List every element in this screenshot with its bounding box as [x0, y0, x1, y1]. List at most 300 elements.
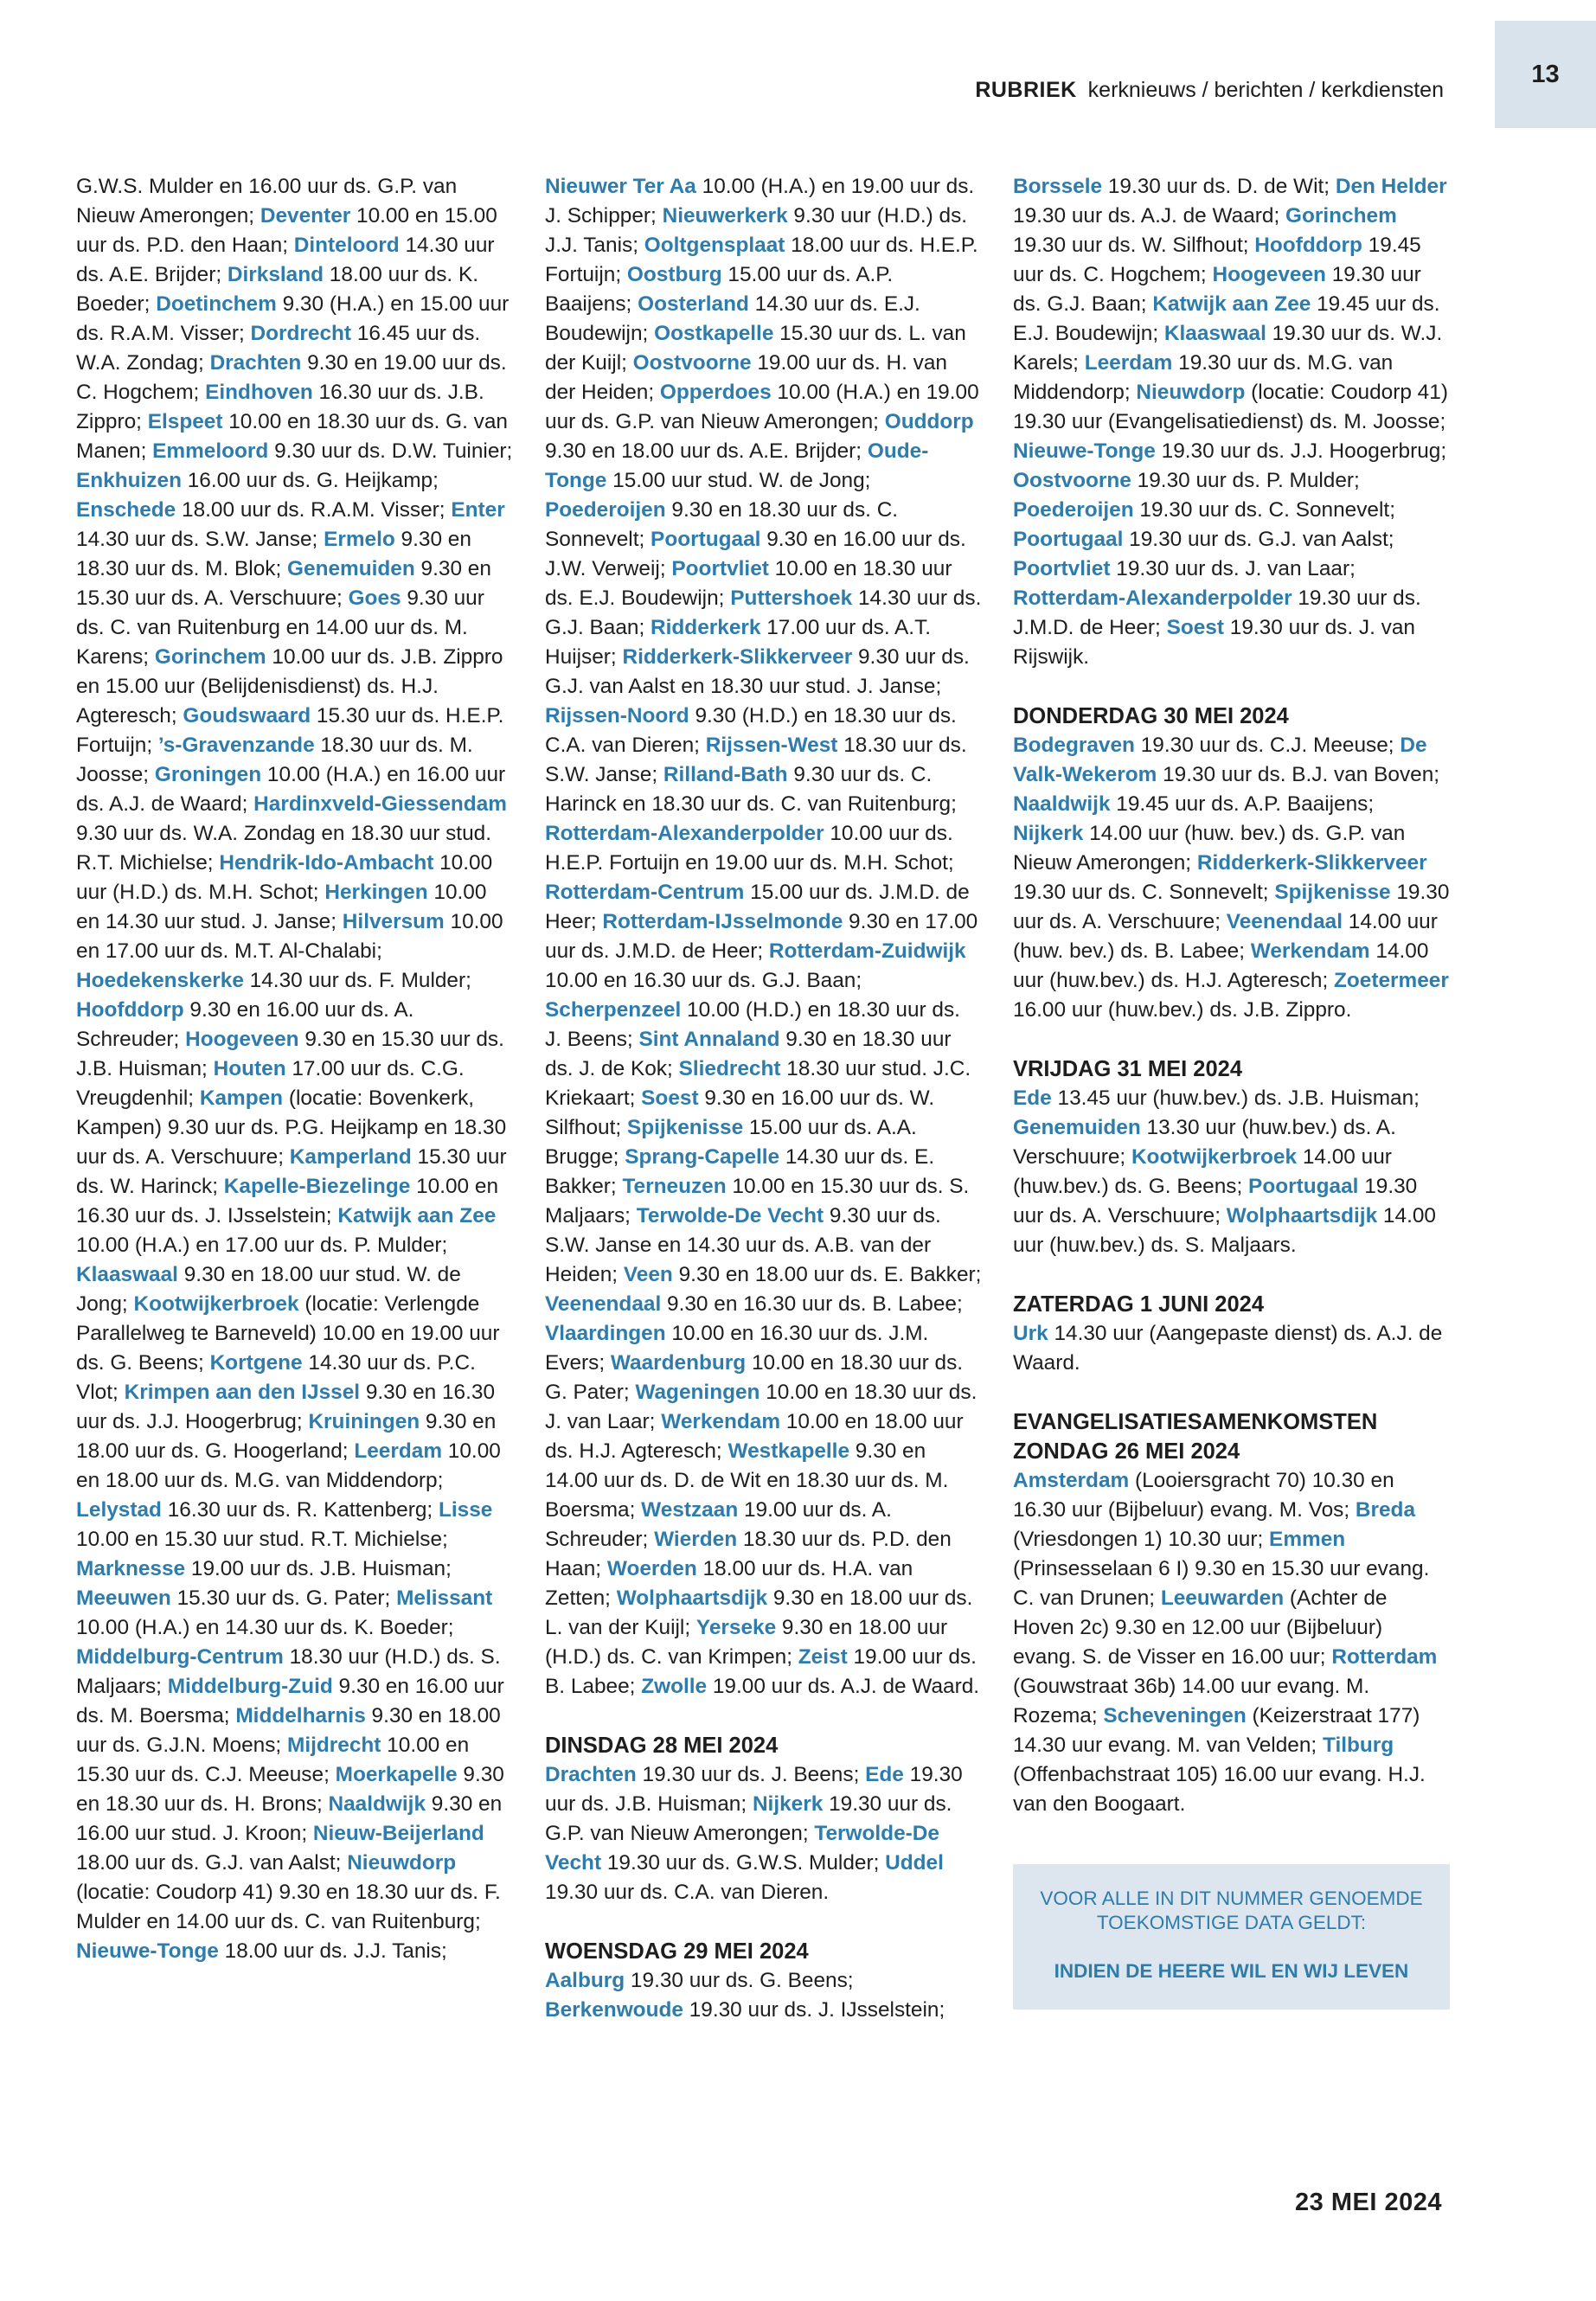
service-details: 10.00 en 15.30 uur ds. S. Maljaars;	[545, 1175, 970, 1227]
service-details: 9.30 en 19.00 uur ds. C. Hogchem;	[76, 351, 507, 404]
service-details: 19.30 uur ds. M.G. van Middendorp;	[1013, 351, 1394, 404]
place-name: Leerdam	[1084, 351, 1173, 375]
service-details: 9.30 uur ds. D.W. Tuinier;	[268, 439, 513, 463]
service-details: 9.30 en 18.00 uur ds. A.E. Brijder;	[545, 439, 868, 463]
place-name: Ede	[865, 1763, 904, 1786]
service-details: 14.30 uur ds. S.W. Janse;	[76, 528, 324, 551]
place-name: Drachten	[209, 351, 302, 375]
place-name: Scheveningen	[1103, 1704, 1247, 1727]
place-name: Groningen	[154, 763, 262, 786]
service-details: 9.30 en 18.30 uur ds. M. Blok;	[76, 528, 471, 580]
place-name: Poortvliet	[1013, 557, 1111, 580]
service-details: 19.45 uur ds. E.J. Boudewijn;	[1013, 292, 1440, 345]
place-name: Marknesse	[76, 1557, 186, 1580]
service-details: 19.30 uur ds. J.B. Huisman;	[545, 1763, 963, 1816]
service-details: 19.30 uur ds. J.J. Hoogerbrug;	[1155, 439, 1447, 463]
place-name: Sprang-Capelle	[625, 1145, 780, 1169]
place-name: Woerden	[606, 1557, 697, 1580]
service-details: 19.45 uur ds. A.P. Baaijens;	[1110, 792, 1375, 816]
place-name: Nieuwer Ter Aa	[545, 175, 696, 198]
place-name: Eindhoven	[205, 381, 313, 404]
place-name: Wolphaartsdijk	[1226, 1204, 1378, 1227]
column-1	[76, 172, 513, 1966]
place-name: Terneuzen	[622, 1175, 727, 1198]
place-name: Kootwijkerbroek	[1131, 1145, 1298, 1169]
notice-line-2: INDIEN DE HEERE WIL EN WIJ LEVEN	[1054, 1960, 1409, 1982]
service-details: 10.00 en 18.30 uur ds. G. Pater;	[545, 1351, 964, 1404]
service-details: 19.00 uur ds. J.B. Huisman;	[185, 1557, 452, 1580]
place-name: Ridderkerk-Slikkerveer	[1196, 851, 1427, 875]
service-details: 19.30 uur ds. W. Silfhout;	[1013, 234, 1255, 257]
service-details: 10.00 (H.A.) en 14.30 uur ds. K. Boeder;	[76, 1616, 454, 1639]
place-name: Nieuwdorp	[347, 1851, 457, 1875]
service-details: 14.30 uur ds. P.C. Vlot;	[76, 1351, 476, 1404]
place-name: Oostkapelle	[654, 322, 774, 345]
service-details: 13.30 uur (huw.bev.) ds. A. Verschuure;	[1013, 1116, 1396, 1169]
service-details: 19.30 uur ds. C. Sonnevelt;	[1013, 881, 1275, 904]
service-details: 16.30 uur ds. J.B. Zippro;	[76, 381, 484, 433]
service-details: 9.30 uur ds. G.J. van Aalst en 18.30 uur stud. J. Janse;	[545, 645, 970, 698]
place-name: Oostburg	[626, 263, 722, 286]
place-name: Nieuwe-Tonge	[1013, 439, 1156, 463]
kerkdiensten-vrijdag	[1013, 1084, 1450, 1260]
service-details: 14.00 uur (huw.bev.) ds. S. Maljaars.	[1013, 1204, 1436, 1257]
place-name: Kortgene	[209, 1351, 303, 1375]
place-name: Enkhuizen	[76, 469, 182, 492]
service-details: 10.00 en 15.30 uur ds. C.J. Meeuse;	[76, 1734, 470, 1786]
place-name: Breda	[1355, 1498, 1416, 1522]
service-details: 10.00 (H.A.) en 17.00 uur ds. P. Mulder;	[76, 1234, 448, 1257]
place-name: Rotterdam-Alexanderpolder	[1013, 586, 1292, 610]
service-details: 9.30 en 18.30 uur ds. C. Sonnevelt;	[545, 498, 899, 551]
service-details: 16.45 uur ds. W.A. Zondag;	[76, 322, 481, 375]
place-name: Gorinchem	[154, 645, 266, 669]
place-name: Nieuw-Beijerland	[312, 1822, 484, 1845]
service-details: 18.00 uur ds. K. Boeder;	[76, 263, 479, 316]
place-name: Nieuwerkerk	[662, 204, 788, 228]
section-header	[975, 78, 1444, 103]
service-details: 9.30 en 16.00 uur ds. A. Schreuder;	[76, 998, 414, 1051]
service-details: 18.30 uur stud. J.C. Kriekaart;	[545, 1057, 971, 1110]
place-name: Vlaardingen	[545, 1322, 666, 1345]
service-details: 19.00 uur ds. B. Labee;	[545, 1645, 977, 1698]
column-2	[545, 172, 982, 2025]
service-details: (Keizerstraat 177) 14.30 uur evang. M. van Velden;	[1013, 1704, 1420, 1757]
service-details: 9.30 (H.D.) en 18.30 uur ds. C.A. van Dieren;	[545, 704, 957, 757]
place-name: Nieuwe-Tonge	[76, 1939, 219, 1963]
place-name: Poortugaal	[1248, 1175, 1359, 1198]
place-name: Veenendaal	[545, 1292, 662, 1316]
service-details: 19.30 uur ds. J. van Rijswijk.	[1013, 616, 1415, 669]
service-details: 19.30 uur ds. G.J. van Aalst;	[1123, 528, 1394, 551]
place-name: Wolphaartsdijk	[616, 1586, 768, 1610]
service-details: 19.00 uur ds. H. van der Heiden;	[545, 351, 947, 404]
place-name: Klaaswaal	[76, 1263, 178, 1286]
kerkdiensten-zaterdag	[1013, 1319, 1450, 1378]
service-details: (Vriesdongen 1) 10.30 uur;	[1013, 1528, 1270, 1551]
place-name: Borssele	[1013, 175, 1103, 198]
service-details: 15.00 uur stud. W. de Jong;	[606, 469, 871, 492]
service-details: 10.00 en 18.00 uur ds. H.J. Agteresch;	[545, 1410, 964, 1463]
service-details: 19.30 uur ds. C.A. van Dieren.	[545, 1881, 830, 1904]
service-details: 10.00 en 16.30 uur ds. G.J. Baan;	[545, 969, 862, 992]
service-details: 14.30 uur ds. A.E. Brijder;	[76, 234, 495, 286]
issue-date: 23 MEI 2024	[1295, 2189, 1442, 2216]
place-name: Hilversum	[342, 910, 445, 933]
service-details: (Prinsesselaan 6 I) 9.30 en 15.30 uur evang. C. van Drunen;	[1013, 1557, 1430, 1610]
place-name: Kampen	[199, 1086, 284, 1110]
place-name: Genemuiden	[287, 557, 415, 580]
place-name: Rotterdam-Centrum	[545, 881, 745, 904]
place-name: Lelystad	[76, 1498, 162, 1522]
notice-box	[1013, 1864, 1450, 2009]
service-details: 9.30 en 18.00 uur ds. G. Hoogerland;	[76, 1410, 497, 1463]
service-details: 9.30 en 14.00 uur ds. D. de Wit en 18.30 uur ds. M. Boersma;	[545, 1439, 949, 1522]
place-name: Den Helder	[1335, 175, 1447, 198]
service-details: 9.30 en 18.00 uur ds. E. Bakker;	[672, 1263, 982, 1286]
page-number-tab	[1495, 21, 1596, 128]
service-details: 19.30 uur ds. P. Mulder;	[1131, 469, 1360, 492]
place-name: Hoofddorp	[76, 998, 184, 1022]
service-details: 15.30 uur ds. G. Pater;	[170, 1586, 397, 1610]
service-details: 9.30 en 16.00 uur ds. J.W. Verweij;	[545, 528, 966, 580]
service-details: 10.00 (H.A.) en 16.00 uur ds. A.J. de Waard;	[76, 763, 506, 816]
service-details: 9.30 en 18.00 uur stud. W. de Jong;	[76, 1263, 461, 1316]
place-name: Yerseke	[695, 1616, 777, 1639]
service-details: 14.00 uur (huw.bev.) ds. H.J. Agteresch;	[1013, 939, 1429, 992]
place-name: Middelburg-Centrum	[76, 1645, 284, 1669]
place-name: Gorinchem	[1285, 204, 1397, 228]
service-details: 14.30 uur ds. E.J. Boudewijn;	[545, 292, 920, 345]
place-name: Ermelo	[324, 528, 395, 551]
place-name: Berkenwoude	[545, 1998, 683, 2022]
kerkdiensten-donderdag	[1013, 731, 1450, 1025]
section-title-zaterdag: ZATERDAG 1 JUNI 2024	[1013, 1292, 1265, 1317]
service-details: (Achter de Hoven 2c) 9.30 en 12.00 uur (Bijbeluur) evang. S. de Visser en 16.00 uur;	[1013, 1586, 1388, 1669]
service-details: 10.00 en 17.00 uur ds. M.T. Al-Chalabi;	[76, 910, 503, 963]
service-details: 19.30 uur ds. D. de Wit;	[1102, 175, 1336, 198]
service-details: 19.00 uur ds. A. Schreuder;	[545, 1498, 892, 1551]
place-name: Rotterdam-Zuidwijk	[768, 939, 966, 963]
place-name: Ouddorp	[884, 410, 974, 433]
place-name: Bodegraven	[1013, 734, 1135, 757]
service-details: 15.00 uur ds. A.A. Brugge;	[545, 1116, 917, 1169]
service-details: (locatie: Coudorp 41) 9.30 en 18.30 uur ds. F. Mulder en 14.00 uur ds. C. van Ruitenburg;	[76, 1881, 501, 1933]
place-name: Poortugaal	[1013, 528, 1124, 551]
evangelisatiesamenkomsten	[1013, 1466, 1450, 1819]
service-details: 9.30 en 18.30 uur ds. H. Brons;	[76, 1763, 504, 1816]
place-name: Zwolle	[641, 1675, 708, 1698]
place-name: Dinteloord	[293, 234, 400, 257]
place-name: Uddel	[885, 1851, 944, 1875]
place-name: Wageningen	[635, 1381, 760, 1404]
service-details: 18.00 uur ds. R.A.M. Visser;	[176, 498, 452, 522]
service-details: 19.30 uur ds. C.J. Meeuse;	[1134, 734, 1401, 757]
place-name: Poederoijen	[545, 498, 666, 522]
kerkdiensten-woensdag-part-2	[1013, 172, 1450, 672]
kerkdiensten-zondag-part-1	[76, 172, 513, 1966]
service-details: 9.30 en 18.00 uur (H.D.) ds. C. van Krimpen;	[545, 1616, 948, 1669]
place-name: Zoetermeer	[1334, 969, 1449, 992]
place-name: Goudswaard	[183, 704, 311, 727]
service-details: (locatie: Verlengde Parallelweg te Barneveld) 10.00 en 19.00 uur ds. G. Beens;	[76, 1292, 500, 1375]
section-title-evangelisatie: EVANGELISATIESAMENKOMSTEN ZONDAG 26 MEI 2024	[1013, 1410, 1378, 1464]
place-name: De Valk-Wekerom	[1013, 734, 1427, 786]
service-details: 18.30 uur ds. P.D. den Haan;	[545, 1528, 952, 1580]
place-name: Spijkenisse	[626, 1116, 744, 1139]
place-name: Meeuwen	[76, 1586, 171, 1610]
place-name: Nijkerk	[752, 1792, 824, 1816]
place-name: Zeist	[798, 1645, 848, 1669]
place-name: Kapelle-Biezelinge	[223, 1175, 411, 1198]
service-details: 10.00 (H.D.) en 18.30 uur ds. J. Beens;	[545, 998, 960, 1051]
service-details: 10.00 en 14.30 uur stud. J. Janse;	[76, 881, 487, 933]
service-details: 10.00 (H.A.) en 19.00 uur ds. J. Schipper;	[545, 175, 975, 228]
place-name: Houten	[213, 1057, 286, 1080]
place-name: Ooltgensplaat	[644, 234, 785, 257]
place-name: Hardinxveld-Giessendam	[253, 792, 507, 816]
place-name: Katwijk aan Zee	[337, 1204, 497, 1227]
place-name: Melissant	[396, 1586, 493, 1610]
place-name: Enschede	[76, 498, 176, 522]
place-name: Oostvoorne	[632, 351, 752, 375]
place-name: Rotterdam-IJsselmonde	[602, 910, 843, 933]
service-details: 10.00 en 16.30 uur ds. J. IJsselstein;	[76, 1175, 499, 1227]
service-details: 17.00 uur ds. C.G. Vreugdenhil;	[76, 1057, 465, 1110]
service-details: 19.30 uur ds. W.J. Karels;	[1013, 322, 1443, 375]
place-name: Westkapelle	[727, 1439, 850, 1463]
place-name: Amsterdam	[1013, 1469, 1130, 1492]
service-details: (Offenbachstraat 105) 16.00 uur evang. H.J. van den Boogaart.	[1013, 1763, 1426, 1816]
place-name: Wierden	[654, 1528, 738, 1551]
place-name: Middelharnis	[235, 1704, 366, 1727]
place-name: Klaaswaal	[1163, 322, 1266, 345]
place-name: Werkendam	[661, 1410, 781, 1433]
service-details: 10.00 en 16.30 uur ds. J.M. Evers;	[545, 1322, 929, 1375]
service-details: 16.00 uur (huw.bev.) ds. J.B. Zippro.	[1013, 998, 1352, 1022]
service-details: 19.30 uur ds. G.P. van Nieuw Amerongen;	[545, 1792, 952, 1845]
notice-line-1: VOOR ALLE IN DIT NUMMER GENOEMDE TOEKOMSTIGE DATA GELDT:	[1040, 1888, 1423, 1933]
place-name: Kruiningen	[308, 1410, 420, 1433]
service-details: 9.30 en 16.00 uur stud. J. Kroon;	[76, 1792, 503, 1845]
place-name: Middelburg-Zuid	[167, 1675, 333, 1698]
place-name: Soest	[1166, 616, 1224, 639]
place-name: Rilland-Bath	[663, 763, 788, 786]
service-details: 10.00 en 18.30 uur ds. J. van Laar;	[545, 1381, 977, 1433]
place-name: Opperdoes	[659, 381, 772, 404]
service-details: 18.30 uur (H.D.) ds. S. Maljaars;	[76, 1645, 501, 1698]
place-name: Sint Annaland	[638, 1028, 780, 1051]
place-name: Hoofddorp	[1254, 234, 1362, 257]
place-name: Hoedekenskerke	[76, 969, 244, 992]
service-details: 19.00 uur ds. A.J. de Waard.	[707, 1675, 980, 1698]
service-details: 14.00 uur (huw. bev.) ds. G.P. van Nieuw Amerongen;	[1013, 822, 1406, 875]
service-details: 18.00 uur ds. H.A. van Zetten;	[545, 1557, 913, 1610]
service-details: 10.00 uur ds. J.B. Zippro en 15.00 uur (Belijdenisdienst) ds. H.J. Agteresch;	[76, 645, 503, 727]
service-details: 18.30 uur ds. M. Joosse;	[76, 734, 473, 786]
place-name: Genemuiden	[1013, 1116, 1141, 1139]
place-name: Aalburg	[545, 1969, 625, 1992]
place-name: Elspeet	[147, 410, 223, 433]
service-details: 9.30 en 16.30 uur ds. J.J. Hoogerbrug;	[76, 1381, 496, 1433]
place-name: Tilburg	[1322, 1734, 1394, 1757]
section-title-donderdag: DONDERDAG 30 MEI 2024	[1013, 704, 1289, 728]
service-details: 10.00 en 15.30 uur stud. R.T. Michielse;	[76, 1528, 448, 1551]
place-name: Enter	[451, 498, 505, 522]
service-details: 9.30 uur ds. C. van Ruitenburg en 14.00 uur ds. M. Karens;	[76, 586, 484, 669]
service-details: 14.30 uur ds. G.J. Baan;	[545, 586, 982, 639]
place-name: Krimpen aan den IJssel	[124, 1381, 361, 1404]
service-details: 9.30 en 15.30 uur ds. J.B. Huisman;	[76, 1028, 504, 1080]
page-number: 13	[1531, 60, 1560, 88]
service-details: 9.30 en 16.00 uur ds. M. Boersma;	[76, 1675, 504, 1727]
place-name: Drachten	[545, 1763, 637, 1786]
place-name: Ede	[1013, 1086, 1052, 1110]
service-details: 18.30 uur ds. S.W. Janse;	[545, 734, 967, 786]
place-name: Naaldwijk	[328, 1792, 426, 1816]
service-details: 15.00 uur ds. A.P. Baaijens;	[545, 263, 894, 316]
place-name: ’s-Gravenzande	[157, 734, 315, 757]
service-details: (Looiersgracht 70) 10.30 en 16.30 uur (Bijbeluur) evang. M. Vos;	[1013, 1469, 1394, 1522]
service-details: 19.30 uur ds. G. Beens;	[625, 1969, 854, 1992]
service-details: 19.30 uur ds. J. van Laar;	[1110, 557, 1356, 580]
service-details: 19.30 uur ds. A. Verschuure;	[1013, 881, 1450, 933]
place-name: Poortugaal	[651, 528, 761, 551]
service-details: 19.30 uur ds. C. Sonnevelt;	[1133, 498, 1395, 522]
place-name: Soest	[641, 1086, 699, 1110]
place-name: Westzaan	[641, 1498, 739, 1522]
service-details: 18.00 uur ds. J.J. Tanis;	[218, 1939, 447, 1963]
place-name: Oostvoorne	[1013, 469, 1131, 492]
place-name: Deventer	[260, 204, 351, 228]
place-name: Dordrecht	[250, 322, 352, 345]
place-name: Nieuwdorp	[1136, 381, 1246, 404]
place-name: Emmeloord	[152, 439, 269, 463]
service-details: 19.30 uur ds. G.W.S. Mulder;	[601, 1851, 886, 1875]
service-details: 18.00 uur ds. G.J. van Aalst;	[76, 1851, 348, 1875]
service-details: 19.30 uur ds. J.M.D. de Heer;	[1013, 586, 1421, 639]
service-details: 19.30 uur ds. B.J. van Boven;	[1157, 763, 1440, 786]
service-details: 15.00 uur ds. J.M.D. de Heer;	[545, 881, 970, 933]
place-name: Lisse	[438, 1498, 493, 1522]
section-title-dinsdag: DINSDAG 28 MEI 2024	[545, 1734, 779, 1758]
rubriek-label: RUBRIEK	[975, 78, 1077, 102]
service-details: (locatie: Bovenkerk, Kampen) 9.30 uur ds. P.G. Heijkamp en 18.30 uur ds. A. Verschuure;	[76, 1086, 507, 1169]
rubriek-topics: kerknieuws / berichten / kerkdiensten	[1087, 78, 1444, 102]
place-name: Ridderkerk	[651, 616, 761, 639]
place-name: Urk	[1013, 1322, 1048, 1345]
kerkdiensten-zondag-part-2	[545, 172, 982, 1702]
place-name: Kamperland	[289, 1145, 412, 1169]
service-details: 10.00 uur (H.D.) ds. M.H. Schot;	[76, 851, 493, 904]
service-details: 19.30 uur ds. J. Beens;	[636, 1763, 866, 1786]
service-details: 14.30 uur ds. F. Mulder;	[243, 969, 471, 992]
service-details: 19.30 uur ds. J. IJsselstein;	[683, 1998, 945, 2022]
service-details: 14.00 uur (huw. bev.) ds. B. Labee;	[1013, 910, 1438, 963]
place-name: Spijkenisse	[1274, 881, 1391, 904]
place-name: Poortvliet	[671, 557, 769, 580]
place-name: Veenendaal	[1226, 910, 1343, 933]
place-name: Terwolde-De Vecht	[545, 1822, 939, 1875]
service-details: 9.30 en 16.00 uur ds. W. Silfhout;	[545, 1086, 935, 1139]
service-details: 13.45 uur (huw.bev.) ds. J.B. Huisman;	[1051, 1086, 1420, 1110]
kerkdiensten-dinsdag	[545, 1760, 982, 1907]
place-name: Herkingen	[324, 881, 428, 904]
place-name: Ridderkerk-Slikkerveer	[622, 645, 853, 669]
service-details: 9.30 en 18.30 uur ds. J. de Kok;	[545, 1028, 952, 1080]
service-details: 15.30 uur ds. W. Harinck;	[76, 1145, 507, 1198]
place-name: Moerkapelle	[335, 1763, 458, 1786]
service-details: 15.30 uur ds. H.E.P. Fortuijn;	[76, 704, 504, 757]
service-details: 15.30 uur ds. L. van der Kuijl;	[545, 322, 966, 375]
section-title-woensdag: WOENSDAG 29 MEI 2024	[545, 1939, 809, 1964]
place-name: Nijkerk	[1013, 822, 1084, 845]
service-details: 9.30 en 16.30 uur ds. B. Labee;	[661, 1292, 963, 1316]
place-name: Rotterdam-Alexanderpolder	[545, 822, 824, 845]
place-name: Terwolde-De Vecht	[636, 1204, 824, 1227]
service-details: 18.00 uur ds. H.E.P. Fortuijn;	[545, 234, 978, 286]
place-name: Sliedrecht	[678, 1057, 781, 1080]
place-name: Hendrik-Ido-Ambacht	[219, 851, 434, 875]
service-details: 14.30 uur ds. E. Bakker;	[545, 1145, 935, 1198]
place-name: Dirksland	[227, 263, 324, 286]
service-details: (Gouwstraat 36b) 14.00 uur evang. M. Rozema;	[1013, 1675, 1370, 1727]
service-details: 17.00 uur ds. A.T. Huijser;	[545, 616, 932, 669]
service-details: 9.30 uur ds. C. Harinck en 18.30 uur ds. C. van Ruitenburg;	[545, 763, 957, 816]
place-name: Hoogeveen	[1212, 263, 1326, 286]
place-name: Katwijk aan Zee	[1152, 292, 1311, 316]
place-name: Leeuwarden	[1160, 1586, 1285, 1610]
place-name: Scherpenzeel	[545, 998, 682, 1022]
service-details: 9.30 uur ds. W.A. Zondag en 18.30 uur stud. R.T. Michielse;	[76, 822, 491, 875]
service-details: (locatie: Coudorp 41) 19.30 uur (Evangelisatiedienst) ds. M. Joosse;	[1013, 381, 1448, 433]
service-details: 14.30 uur (Aangepaste dienst) ds. A.J. de Waard.	[1013, 1322, 1443, 1375]
place-name: Oosterland	[638, 292, 749, 316]
service-details: 10.00 en 18.30 uur ds. E.J. Boudewijn;	[545, 557, 952, 610]
service-details: 19.30 uur ds. A.J. de Waard;	[1013, 204, 1285, 228]
section-title-vrijdag: VRIJDAG 31 MEI 2024	[1013, 1057, 1243, 1081]
service-details: 16.30 uur ds. R. Kattenberg;	[161, 1498, 439, 1522]
service-details: 9.30 (H.A.) en 15.00 uur ds. R.A.M. Visser;	[76, 292, 510, 345]
place-name: Puttershoek	[730, 586, 853, 610]
place-name: Veen	[623, 1263, 673, 1286]
service-details: 9.30 en 18.00 uur ds. L. van der Kuijl;	[545, 1586, 973, 1639]
place-name: Rijssen-West	[705, 734, 838, 757]
service-details: 19.30 uur ds. A. Verschuure;	[1013, 1175, 1418, 1227]
place-name: Hoogeveen	[185, 1028, 299, 1051]
place-name: Leerdam	[354, 1439, 443, 1463]
service-details: 19.45 uur ds. C. Hogchem;	[1013, 234, 1421, 286]
place-name: Werkendam	[1250, 939, 1370, 963]
service-details: 9.30 en 17.00 uur ds. J.M.D. de Heer;	[545, 910, 978, 963]
place-name: Emmen	[1269, 1528, 1346, 1551]
service-details: 10.00 en 18.00 uur ds. M.G. van Middendorp;	[76, 1439, 501, 1492]
place-name: Naaldwijk	[1013, 792, 1111, 816]
service-details: 10.00 uur ds. H.E.P. Fortuijn en 19.00 uur ds. M.H. Schot;	[545, 822, 954, 875]
place-name: Goes	[348, 586, 401, 610]
place-name: Waardenburg	[610, 1351, 747, 1375]
service-details: 10.00 en 18.30 uur ds. G. van Manen;	[76, 410, 508, 463]
place-name: Oude-Tonge	[545, 439, 929, 492]
service-details: 9.30 uur ds. S.W. Janse en 14.30 uur ds. A.B. van der Heiden;	[545, 1204, 941, 1286]
service-details: 9.30 uur (H.D.) ds. J.J. Tanis;	[545, 204, 968, 257]
place-name: Mijdrecht	[287, 1734, 381, 1757]
service-details: 9.30 en 15.30 uur ds. A. Verschuure;	[76, 557, 491, 610]
service-details: 10.00 (H.A.) en 19.00 uur ds. G.P. van Nieuw Amerongen;	[545, 381, 979, 433]
place-name: Poederoijen	[1013, 498, 1134, 522]
service-details: 14.00 uur (huw.bev.) ds. G. Beens;	[1013, 1145, 1392, 1198]
place-name: Rotterdam	[1331, 1645, 1438, 1669]
